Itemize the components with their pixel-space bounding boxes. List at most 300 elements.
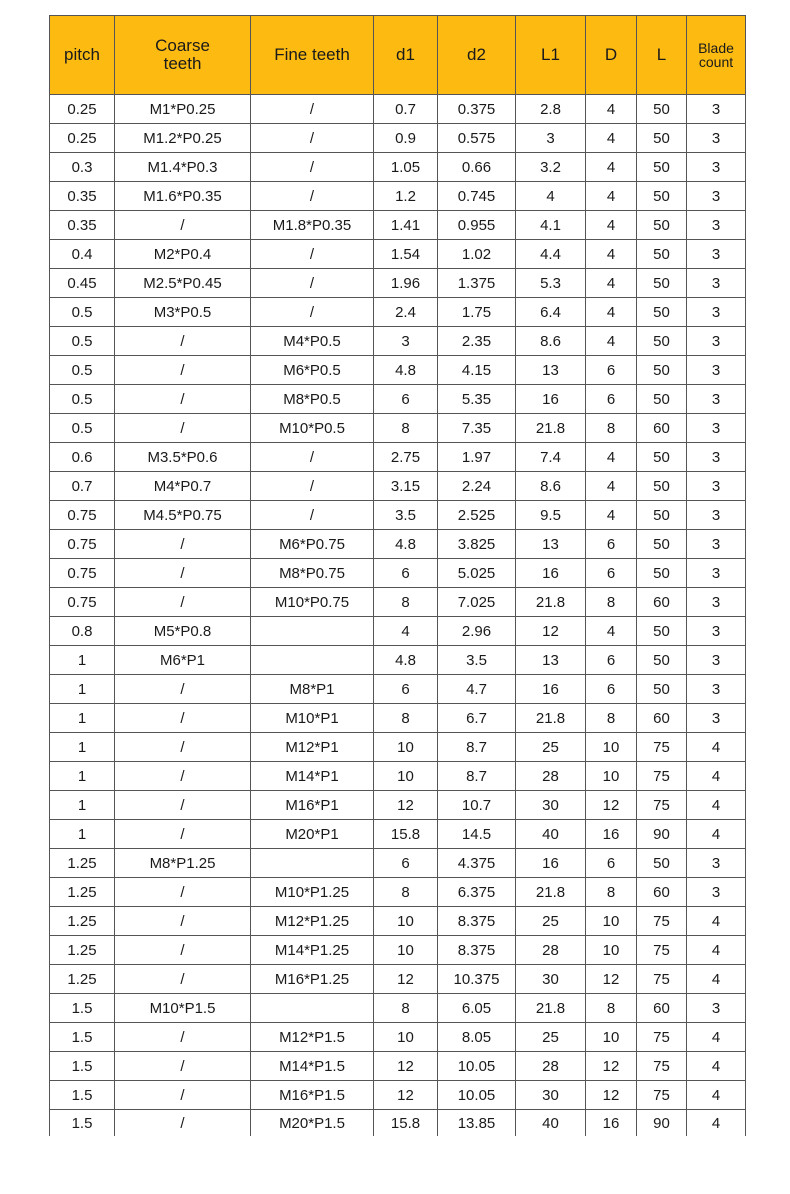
cell-d1: 1.2 <box>374 182 438 211</box>
cell-l1: 13 <box>516 356 586 385</box>
cell-d1: 4.8 <box>374 530 438 559</box>
cell-l: 75 <box>637 907 687 936</box>
cell-d1: 3.15 <box>374 472 438 501</box>
cell-coarse-teeth: M1.2*P0.25 <box>115 124 251 153</box>
header-row <box>50 16 746 95</box>
cell-pitch: 0.5 <box>50 356 115 385</box>
cell-l1: 30 <box>516 965 586 994</box>
cell-pitch: 0.7 <box>50 472 115 501</box>
cell-d: 4 <box>586 95 637 124</box>
header-label: d2 <box>467 45 486 64</box>
cell-pitch: 1.5 <box>50 1081 115 1110</box>
cell-fine-teeth: / <box>251 298 374 327</box>
cell-blade-count: 4 <box>687 936 746 965</box>
cell-d2: 1.02 <box>438 240 516 269</box>
cell-d1: 1.54 <box>374 240 438 269</box>
table-row <box>50 153 746 182</box>
cell-d2: 10.375 <box>438 965 516 994</box>
cell-fine-teeth <box>251 994 374 1023</box>
table-row <box>50 182 746 211</box>
cell-blade-count: 3 <box>687 559 746 588</box>
cell-l: 50 <box>637 675 687 704</box>
cell-l1: 6.4 <box>516 298 586 327</box>
table-row <box>50 588 746 617</box>
cell-fine-teeth: M14*P1.5 <box>251 1052 374 1081</box>
cell-d1: 1.96 <box>374 269 438 298</box>
cell-l: 75 <box>637 1081 687 1110</box>
cell-d2: 6.375 <box>438 878 516 907</box>
cell-fine-teeth: M8*P0.5 <box>251 385 374 414</box>
cell-fine-teeth: M14*P1.25 <box>251 936 374 965</box>
cell-coarse-teeth: M8*P1.25 <box>115 849 251 878</box>
cell-pitch: 1 <box>50 675 115 704</box>
cell-coarse-teeth: / <box>115 1110 251 1137</box>
cell-l1: 21.8 <box>516 588 586 617</box>
table-row <box>50 385 746 414</box>
cell-coarse-teeth: M3.5*P0.6 <box>115 443 251 472</box>
cell-fine-teeth <box>251 646 374 675</box>
cell-coarse-teeth: / <box>115 327 251 356</box>
cell-pitch: 1 <box>50 820 115 849</box>
cell-fine-teeth: M6*P0.5 <box>251 356 374 385</box>
cell-coarse-teeth: / <box>115 588 251 617</box>
cell-fine-teeth: M16*P1.5 <box>251 1081 374 1110</box>
cell-pitch: 0.75 <box>50 530 115 559</box>
table-row <box>50 472 746 501</box>
table-row <box>50 559 746 588</box>
cell-l1: 13 <box>516 530 586 559</box>
cell-coarse-teeth: / <box>115 1052 251 1081</box>
header-coarse-teeth <box>115 16 251 95</box>
cell-l: 50 <box>637 124 687 153</box>
cell-l: 50 <box>637 95 687 124</box>
table-row <box>50 791 746 820</box>
cell-fine-teeth: M16*P1.25 <box>251 965 374 994</box>
cell-l1: 40 <box>516 1110 586 1137</box>
cell-blade-count: 4 <box>687 1081 746 1110</box>
cell-l1: 9.5 <box>516 501 586 530</box>
cell-pitch: 0.5 <box>50 327 115 356</box>
table-row <box>50 762 746 791</box>
table-row <box>50 530 746 559</box>
cell-pitch: 1.5 <box>50 994 115 1023</box>
cell-blade-count: 3 <box>687 994 746 1023</box>
cell-pitch: 1.25 <box>50 878 115 907</box>
header-l <box>637 16 687 95</box>
cell-l1: 3.2 <box>516 153 586 182</box>
cell-coarse-teeth: / <box>115 733 251 762</box>
cell-coarse-teeth: M3*P0.5 <box>115 298 251 327</box>
cell-l1: 8.6 <box>516 472 586 501</box>
cell-pitch: 1.5 <box>50 1052 115 1081</box>
table-header <box>50 16 746 95</box>
header-label: D <box>604 45 618 64</box>
cell-l1: 4.1 <box>516 211 586 240</box>
cell-fine-teeth: / <box>251 269 374 298</box>
cell-d1: 1.05 <box>374 153 438 182</box>
cell-d: 16 <box>586 1110 637 1137</box>
cell-fine-teeth: M8*P0.75 <box>251 559 374 588</box>
cell-coarse-teeth: / <box>115 530 251 559</box>
cell-l1: 25 <box>516 907 586 936</box>
table-row <box>50 414 746 443</box>
cell-pitch: 0.25 <box>50 95 115 124</box>
cell-blade-count: 3 <box>687 646 746 675</box>
cell-d: 4 <box>586 298 637 327</box>
cell-l1: 40 <box>516 820 586 849</box>
cell-d: 4 <box>586 501 637 530</box>
cell-blade-count: 4 <box>687 733 746 762</box>
cell-l1: 16 <box>516 385 586 414</box>
cell-d1: 3.5 <box>374 501 438 530</box>
cell-coarse-teeth: M10*P1.5 <box>115 994 251 1023</box>
table-row <box>50 95 746 124</box>
cell-l1: 13 <box>516 646 586 675</box>
cell-pitch: 1.25 <box>50 849 115 878</box>
cell-d1: 6 <box>374 385 438 414</box>
cell-pitch: 0.5 <box>50 385 115 414</box>
cell-fine-teeth: M12*P1.5 <box>251 1023 374 1052</box>
cell-l: 75 <box>637 936 687 965</box>
cell-coarse-teeth: M2.5*P0.45 <box>115 269 251 298</box>
cell-l: 75 <box>637 762 687 791</box>
cell-l: 50 <box>637 501 687 530</box>
cell-l: 75 <box>637 1023 687 1052</box>
cell-coarse-teeth: / <box>115 907 251 936</box>
cell-coarse-teeth: / <box>115 965 251 994</box>
cell-d: 8 <box>586 704 637 733</box>
cell-d2: 2.525 <box>438 501 516 530</box>
cell-fine-teeth: M10*P0.5 <box>251 414 374 443</box>
cell-l1: 8.6 <box>516 327 586 356</box>
cell-fine-teeth: M12*P1.25 <box>251 907 374 936</box>
table-row <box>50 617 746 646</box>
cell-l: 50 <box>637 153 687 182</box>
cell-pitch: 0.35 <box>50 211 115 240</box>
cell-d2: 2.96 <box>438 617 516 646</box>
cell-d: 12 <box>586 965 637 994</box>
table-row <box>50 965 746 994</box>
cell-d2: 10.7 <box>438 791 516 820</box>
cell-l1: 21.8 <box>516 994 586 1023</box>
cell-fine-teeth: M20*P1 <box>251 820 374 849</box>
cell-d1: 4.8 <box>374 356 438 385</box>
cell-d: 10 <box>586 1023 637 1052</box>
cell-d1: 0.9 <box>374 124 438 153</box>
cell-coarse-teeth: / <box>115 878 251 907</box>
cell-d2: 10.05 <box>438 1081 516 1110</box>
cell-blade-count: 3 <box>687 530 746 559</box>
cell-l: 75 <box>637 791 687 820</box>
cell-d: 10 <box>586 762 637 791</box>
cell-blade-count: 3 <box>687 849 746 878</box>
cell-blade-count: 3 <box>687 327 746 356</box>
table-row <box>50 878 746 907</box>
cell-l1: 25 <box>516 1023 586 1052</box>
table-row <box>50 269 746 298</box>
cell-d2: 8.05 <box>438 1023 516 1052</box>
cell-l1: 2.8 <box>516 95 586 124</box>
cell-l1: 28 <box>516 762 586 791</box>
cell-d2: 4.7 <box>438 675 516 704</box>
cell-d2: 0.66 <box>438 153 516 182</box>
cell-coarse-teeth: / <box>115 762 251 791</box>
cell-fine-teeth: M6*P0.75 <box>251 530 374 559</box>
cell-l1: 28 <box>516 1052 586 1081</box>
tap-spec-table <box>49 15 746 1136</box>
cell-pitch: 0.5 <box>50 298 115 327</box>
table-row <box>50 124 746 153</box>
cell-coarse-teeth: / <box>115 356 251 385</box>
cell-pitch: 1 <box>50 704 115 733</box>
cell-d: 12 <box>586 1052 637 1081</box>
table-row <box>50 298 746 327</box>
cell-fine-teeth: / <box>251 240 374 269</box>
cell-d: 6 <box>586 849 637 878</box>
cell-d2: 3.825 <box>438 530 516 559</box>
cell-d1: 10 <box>374 907 438 936</box>
cell-d2: 13.85 <box>438 1110 516 1137</box>
table-row <box>50 501 746 530</box>
cell-l: 50 <box>637 646 687 675</box>
cell-l1: 28 <box>516 936 586 965</box>
cell-pitch: 1.5 <box>50 1023 115 1052</box>
cell-l1: 16 <box>516 849 586 878</box>
cell-blade-count: 3 <box>687 211 746 240</box>
cell-blade-count: 3 <box>687 414 746 443</box>
cell-d1: 4 <box>374 617 438 646</box>
cell-coarse-teeth: / <box>115 559 251 588</box>
cell-pitch: 0.75 <box>50 588 115 617</box>
cell-l: 50 <box>637 530 687 559</box>
cell-d1: 8 <box>374 704 438 733</box>
cell-blade-count: 4 <box>687 1052 746 1081</box>
cell-blade-count: 3 <box>687 95 746 124</box>
cell-l: 75 <box>637 1052 687 1081</box>
cell-d: 6 <box>586 385 637 414</box>
cell-d1: 12 <box>374 965 438 994</box>
cell-d2: 8.7 <box>438 733 516 762</box>
cell-d: 4 <box>586 182 637 211</box>
table-row <box>50 1110 746 1137</box>
cell-blade-count: 3 <box>687 704 746 733</box>
table-row <box>50 646 746 675</box>
cell-coarse-teeth: / <box>115 1023 251 1052</box>
cell-d1: 12 <box>374 1081 438 1110</box>
cell-d2: 0.955 <box>438 211 516 240</box>
cell-l: 60 <box>637 994 687 1023</box>
cell-d: 8 <box>586 588 637 617</box>
cell-d: 4 <box>586 472 637 501</box>
cell-d1: 15.8 <box>374 1110 438 1137</box>
cell-l: 60 <box>637 704 687 733</box>
cell-coarse-teeth: / <box>115 820 251 849</box>
cell-d: 6 <box>586 356 637 385</box>
cell-d2: 8.375 <box>438 936 516 965</box>
header-label: Coarse teeth <box>155 36 210 73</box>
table-row <box>50 849 746 878</box>
cell-l: 90 <box>637 820 687 849</box>
cell-d1: 15.8 <box>374 820 438 849</box>
cell-coarse-teeth: M1.4*P0.3 <box>115 153 251 182</box>
cell-l: 50 <box>637 356 687 385</box>
cell-d: 4 <box>586 269 637 298</box>
cell-d: 16 <box>586 820 637 849</box>
header-label: L <box>656 45 667 64</box>
cell-blade-count: 3 <box>687 356 746 385</box>
cell-d1: 6 <box>374 559 438 588</box>
cell-d: 6 <box>586 675 637 704</box>
cell-fine-teeth: / <box>251 124 374 153</box>
cell-blade-count: 3 <box>687 153 746 182</box>
cell-coarse-teeth: / <box>115 936 251 965</box>
cell-coarse-teeth: / <box>115 791 251 820</box>
cell-l: 75 <box>637 733 687 762</box>
cell-coarse-teeth: / <box>115 414 251 443</box>
cell-pitch: 0.3 <box>50 153 115 182</box>
cell-d: 6 <box>586 530 637 559</box>
cell-blade-count: 4 <box>687 965 746 994</box>
cell-d2: 7.025 <box>438 588 516 617</box>
header-d2 <box>438 16 516 95</box>
cell-coarse-teeth: / <box>115 704 251 733</box>
cell-d: 4 <box>586 211 637 240</box>
cell-l1: 21.8 <box>516 414 586 443</box>
cell-l: 50 <box>637 269 687 298</box>
cell-l1: 5.3 <box>516 269 586 298</box>
cell-fine-teeth: M10*P1.25 <box>251 878 374 907</box>
cell-l1: 16 <box>516 559 586 588</box>
cell-coarse-teeth: M2*P0.4 <box>115 240 251 269</box>
cell-d: 8 <box>586 878 637 907</box>
cell-l1: 3 <box>516 124 586 153</box>
cell-pitch: 1.25 <box>50 965 115 994</box>
cell-pitch: 0.6 <box>50 443 115 472</box>
table-row <box>50 820 746 849</box>
cell-l1: 4.4 <box>516 240 586 269</box>
header-pitch <box>50 16 115 95</box>
cell-l: 50 <box>637 443 687 472</box>
cell-d2: 4.375 <box>438 849 516 878</box>
cell-d1: 1.41 <box>374 211 438 240</box>
cell-d1: 8 <box>374 588 438 617</box>
cell-blade-count: 3 <box>687 385 746 414</box>
cell-d: 4 <box>586 617 637 646</box>
cell-l: 50 <box>637 617 687 646</box>
table-row <box>50 356 746 385</box>
cell-fine-teeth: / <box>251 501 374 530</box>
cell-blade-count: 3 <box>687 443 746 472</box>
cell-blade-count: 3 <box>687 878 746 907</box>
cell-d1: 4.8 <box>374 646 438 675</box>
table-row <box>50 1052 746 1081</box>
cell-d: 8 <box>586 414 637 443</box>
cell-d: 8 <box>586 994 637 1023</box>
table-row <box>50 1023 746 1052</box>
cell-d1: 10 <box>374 733 438 762</box>
table-row <box>50 211 746 240</box>
cell-d: 10 <box>586 907 637 936</box>
cell-blade-count: 4 <box>687 762 746 791</box>
cell-l1: 21.8 <box>516 704 586 733</box>
table-row <box>50 327 746 356</box>
cell-d1: 10 <box>374 936 438 965</box>
table-row <box>50 240 746 269</box>
cell-d1: 2.75 <box>374 443 438 472</box>
cell-blade-count: 3 <box>687 472 746 501</box>
cell-l1: 4 <box>516 182 586 211</box>
cell-d: 4 <box>586 327 637 356</box>
cell-fine-teeth: / <box>251 153 374 182</box>
cell-coarse-teeth: M5*P0.8 <box>115 617 251 646</box>
cell-blade-count: 4 <box>687 1023 746 1052</box>
cell-d2: 2.24 <box>438 472 516 501</box>
cell-d2: 14.5 <box>438 820 516 849</box>
cell-pitch: 1 <box>50 733 115 762</box>
cell-d2: 8.7 <box>438 762 516 791</box>
cell-coarse-teeth: / <box>115 1081 251 1110</box>
cell-d2: 5.025 <box>438 559 516 588</box>
table-row <box>50 675 746 704</box>
cell-fine-teeth: / <box>251 95 374 124</box>
cell-d2: 7.35 <box>438 414 516 443</box>
header-fine-teeth <box>251 16 374 95</box>
header-blade-count <box>687 16 746 95</box>
cell-l: 60 <box>637 878 687 907</box>
cell-fine-teeth: M20*P1.5 <box>251 1110 374 1137</box>
cell-fine-teeth: M16*P1 <box>251 791 374 820</box>
header-label: pitch <box>64 45 100 64</box>
cell-d2: 2.35 <box>438 327 516 356</box>
cell-fine-teeth <box>251 849 374 878</box>
cell-d1: 2.4 <box>374 298 438 327</box>
cell-coarse-teeth: M1.6*P0.35 <box>115 182 251 211</box>
cell-pitch: 1.25 <box>50 936 115 965</box>
cell-blade-count: 3 <box>687 588 746 617</box>
cell-blade-count: 3 <box>687 269 746 298</box>
cell-fine-teeth: M10*P1 <box>251 704 374 733</box>
cell-pitch: 0.8 <box>50 617 115 646</box>
cell-d1: 3 <box>374 327 438 356</box>
cell-fine-teeth: / <box>251 182 374 211</box>
cell-d: 10 <box>586 733 637 762</box>
cell-pitch: 0.75 <box>50 559 115 588</box>
cell-blade-count: 4 <box>687 791 746 820</box>
cell-pitch: 1 <box>50 762 115 791</box>
cell-d: 12 <box>586 1081 637 1110</box>
cell-d: 12 <box>586 791 637 820</box>
cell-blade-count: 3 <box>687 182 746 211</box>
cell-d: 6 <box>586 559 637 588</box>
table-row <box>50 994 746 1023</box>
cell-l: 60 <box>637 588 687 617</box>
header-label: d1 <box>396 45 415 64</box>
cell-d1: 12 <box>374 791 438 820</box>
cell-coarse-teeth: M4.5*P0.75 <box>115 501 251 530</box>
cell-coarse-teeth: / <box>115 385 251 414</box>
cell-l: 50 <box>637 849 687 878</box>
cell-blade-count: 3 <box>687 675 746 704</box>
cell-coarse-teeth: M1*P0.25 <box>115 95 251 124</box>
cell-d: 10 <box>586 936 637 965</box>
cell-fine-teeth: M14*P1 <box>251 762 374 791</box>
cell-blade-count: 3 <box>687 298 746 327</box>
cell-d2: 3.5 <box>438 646 516 675</box>
header-d <box>586 16 637 95</box>
cell-d2: 1.75 <box>438 298 516 327</box>
cell-pitch: 1.5 <box>50 1110 115 1137</box>
cell-l: 90 <box>637 1110 687 1137</box>
